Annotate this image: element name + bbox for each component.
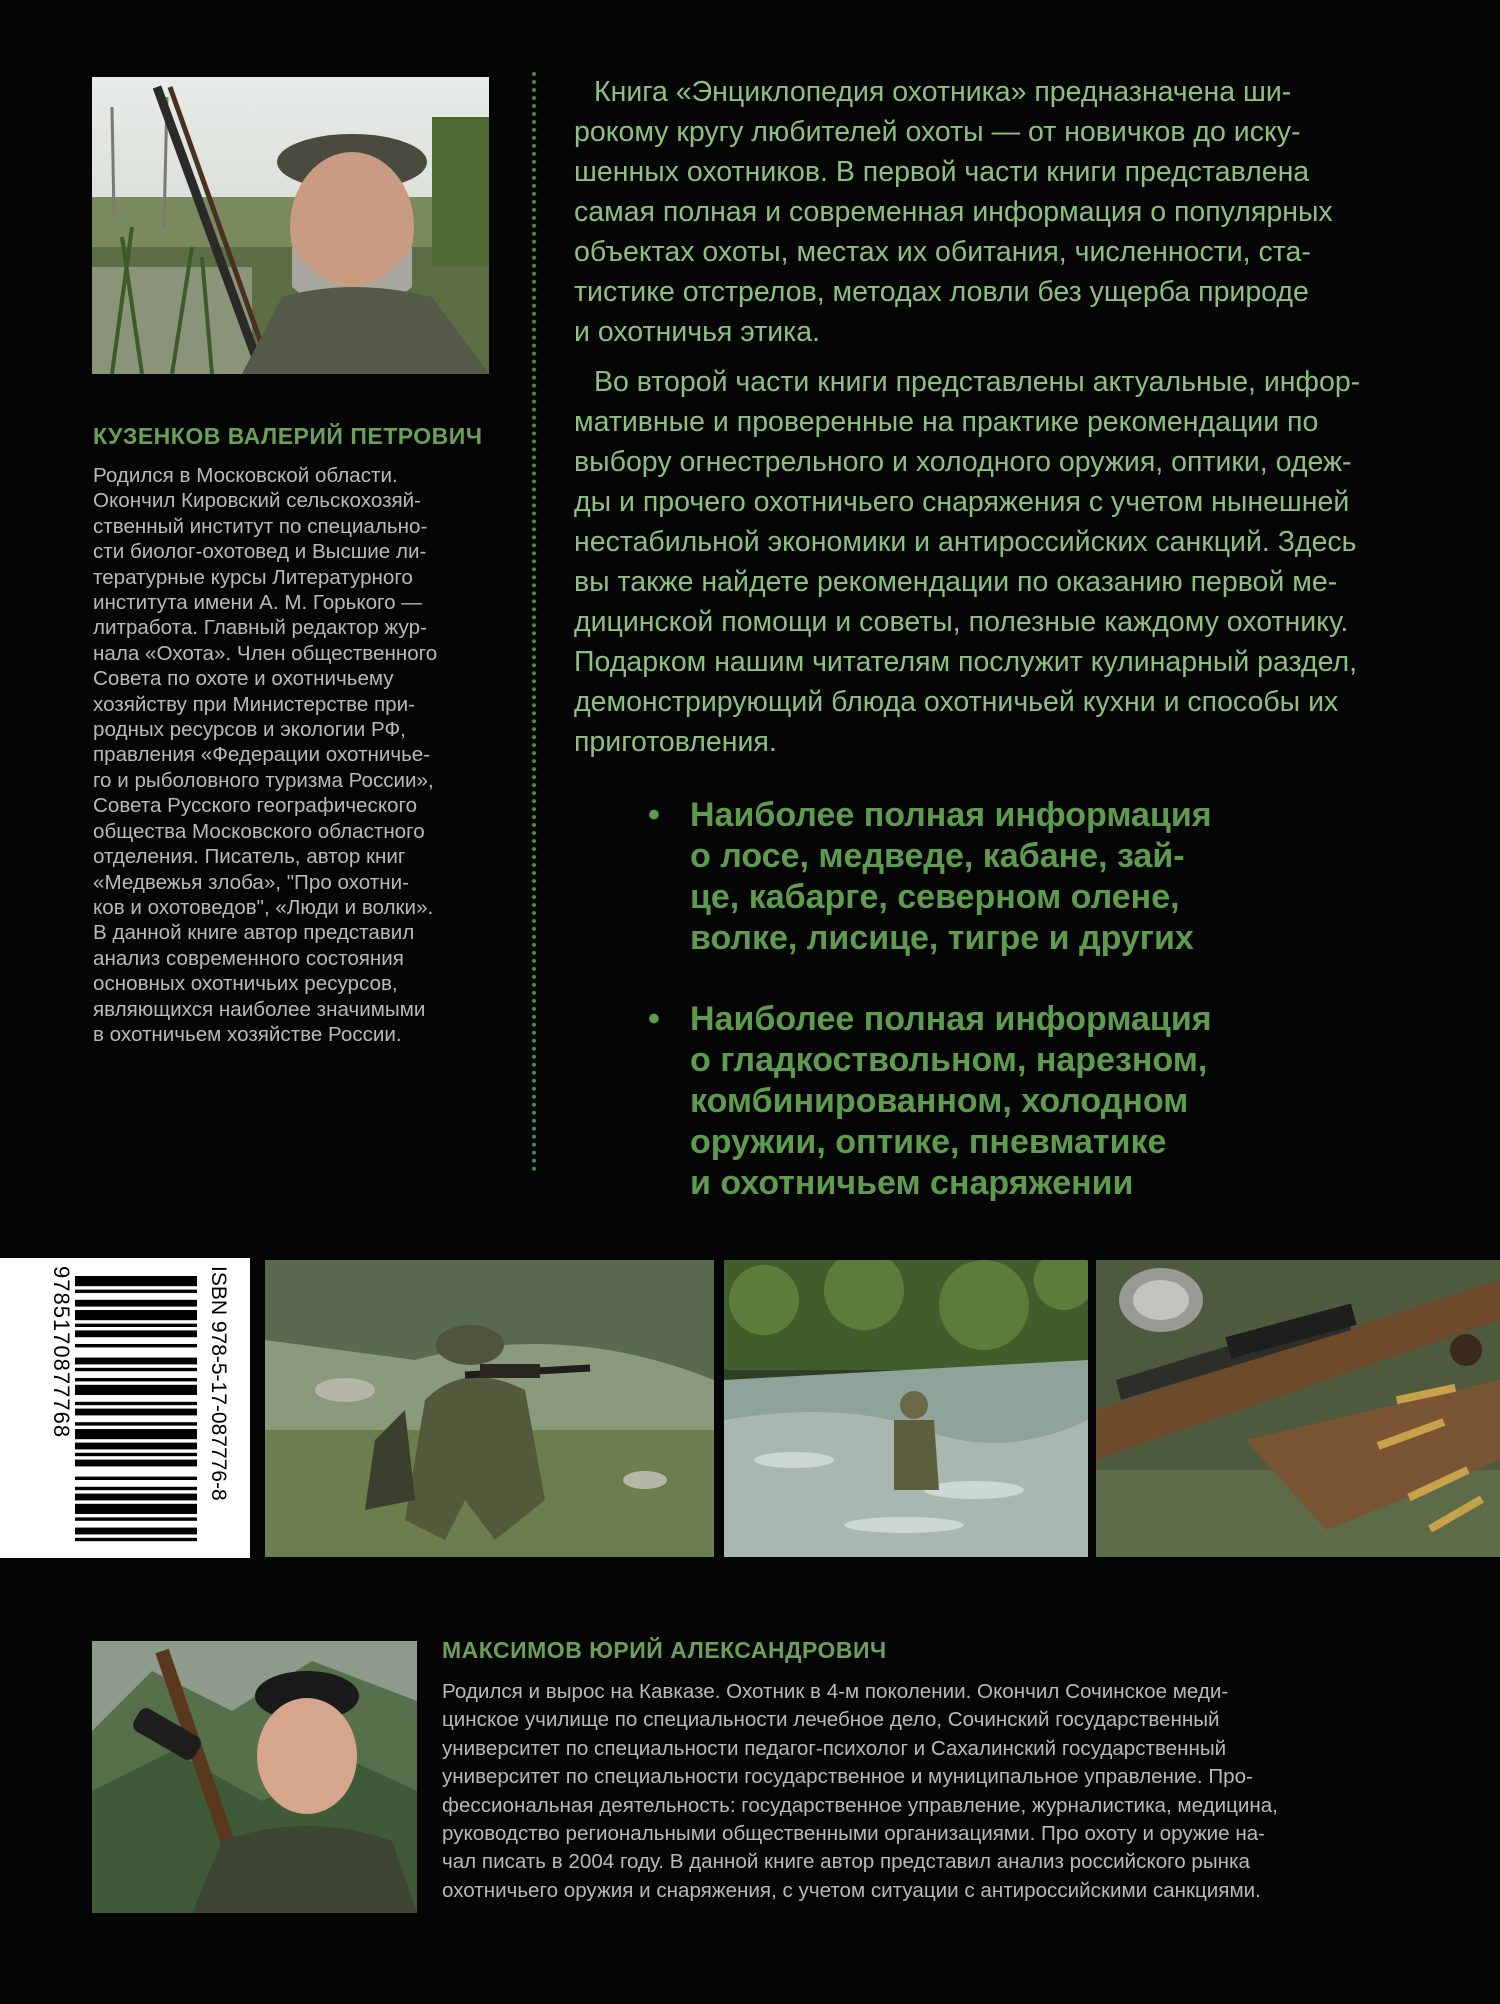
bio-line: «Медвежья злоба», "Про охотни- (93, 870, 409, 894)
bio-line: анализ современного состояния (93, 946, 404, 970)
barcode-bars (75, 1276, 197, 1541)
photo-hunter-aiming (265, 1260, 714, 1557)
bio-line: являющихся наиболее значимыми (93, 997, 426, 1021)
bullet-icon: • (648, 796, 660, 834)
barcode-bar (75, 1385, 197, 1395)
barcode-bar (75, 1453, 197, 1456)
bio-line: хозяйству при Министерстве при- (93, 692, 415, 716)
description-line: Книга «Энциклопедия охотника» предназначена ши- (594, 76, 1292, 108)
barcode-bar (75, 1504, 197, 1514)
description-line: и охотничья этика. (574, 316, 821, 348)
barcode-bar (75, 1344, 197, 1347)
description-paragraph-1 (574, 72, 1404, 352)
feature-item-wildlife (648, 795, 1410, 959)
bio-line: нала «Охота». Член общественного (93, 641, 438, 665)
barcode-bar (75, 1290, 197, 1293)
description-line: рокому кругу любителей охоты — от новичков до иску- (574, 116, 1301, 148)
barcode-bar (75, 1487, 197, 1490)
bio-line: Родился в Московской области. (93, 464, 398, 487)
bio-line: руководство региональными общественными организациями. Про охоту и оружие на- (442, 1822, 1266, 1846)
barcode-bar (75, 1494, 197, 1501)
description-line: шенных охотников. В первой части книги представлена (574, 156, 1310, 188)
author1-name: КУЗЕНКОВ ВАЛЕРИЙ ПЕТРОВИЧ (93, 423, 483, 449)
bio-line: Родился и вырос на Кавказе. Охотник в 4-м поколении. Окончил Сочинское меди- (442, 1680, 1229, 1703)
feature-line: оружии, оптике, пневматике (690, 1123, 1167, 1161)
description-line: самая полная и современная информация о популярных (574, 196, 1333, 228)
description-line: демонстрирующий блюда охотничьей кухни и способы их (574, 686, 1339, 718)
feature-item-weapons (648, 999, 1410, 1204)
barcode-bar (75, 1477, 197, 1480)
author2-bio (442, 1678, 1278, 1905)
bio-line: В данной книге автор представил (93, 921, 415, 945)
bullet-icon: • (648, 1000, 660, 1038)
barcode-bar (75, 1358, 197, 1365)
bio-line: литработа. Главный редактор жур- (93, 616, 427, 640)
barcode-bar (75, 1538, 197, 1541)
bio-line: правления «Федерации охотничье- (93, 743, 431, 767)
barcode-bar (75, 1378, 197, 1381)
photo-river-crossing (724, 1260, 1088, 1557)
author2-name: МАКСИМОВ ЮРИЙ АЛЕКСАНДРОВИЧ (442, 1637, 887, 1663)
barcode-bar (75, 1330, 197, 1337)
barcode-bar (75, 1409, 197, 1416)
bio-line: сти биолог-охотовед и Высшие ли- (93, 540, 427, 564)
description-line: дицинской помощи и советы, полезные каждому охотнику. (574, 606, 1349, 638)
bio-line: родных ресурсов и экологии РФ, (93, 718, 406, 742)
description-line: объектах охоты, местах их обитания, численности, ста- (574, 236, 1311, 268)
bio-line: охотничьего оружия и снаряжения, с учетом ситуации с антироссийскими санкциями. (442, 1878, 1261, 1902)
bio-line: основных охотничьих ресурсов, (93, 972, 398, 996)
feature-line: о гладкоствольном, нарезном, (690, 1041, 1208, 1079)
bio-line: Совета Русского географического (93, 794, 418, 818)
feature-line: це, кабарге, северном олене, (690, 878, 1180, 916)
author1-bio (93, 463, 437, 1047)
description-line: приготовления. (574, 726, 777, 758)
barcode-bar (75, 1276, 197, 1286)
bio-line: ков и охотоведов", «Люди и волки». (93, 895, 434, 919)
description-line: нестабильной экономики и антироссийских санкций. Здесь (574, 526, 1357, 558)
bio-line: го и рыболовного туризма России», (93, 768, 434, 792)
bio-line: отделения. Писатель, автор книг (93, 845, 406, 869)
bio-line: Совета по охоте и охотничьему (93, 667, 394, 691)
barcode-bar (75, 1460, 197, 1467)
bio-line: тературные курсы Литературного (93, 565, 413, 589)
photo-rifle-ammo (1096, 1260, 1500, 1557)
bio-line: университет по специальности государственное и муниципальное управление. Про- (442, 1765, 1253, 1789)
bio-line: чал писать в 2004 году. В данной книге автор представил анализ российского рынка (442, 1850, 1250, 1874)
feature-line: Наиболее полная информация (690, 1000, 1212, 1038)
author2-photo (92, 1641, 417, 1913)
description-line: тистике отстрелов, методах ловли без ущерба природе (574, 276, 1309, 308)
bio-line: в охотничьем хозяйстве России. (93, 1022, 402, 1046)
feature-line: и охотничьем снаряжении (690, 1164, 1134, 1202)
barcode-bar (75, 1517, 197, 1520)
bio-line: института имени А. М. Горького — (93, 591, 422, 615)
description-line: ды и прочего охотничьего снаряжения с учетом нынешней (574, 486, 1350, 518)
barcode-bar (75, 1443, 197, 1450)
barcode-bar (75, 1368, 197, 1371)
barcode-digits: 9785170877768 (49, 1266, 74, 1439)
feature-line: Наиболее полная информация (690, 796, 1212, 834)
bio-line: общества Московского областного (93, 819, 425, 843)
feature-line: комбинированном, холодном (690, 1082, 1189, 1120)
isbn-text: ISBN 978-5-17-087776-8 (207, 1266, 230, 1501)
barcode-bar (75, 1300, 197, 1307)
dotted-divider (532, 72, 536, 1172)
description-line: Подарком нашим читателям послужит кулинарный раздел, (574, 646, 1358, 678)
bio-line: ственный институт по специально- (93, 514, 428, 538)
author1-photo (92, 77, 489, 374)
barcode-bar (75, 1324, 197, 1327)
bio-line: Окончил Кировский сельскохозяй- (93, 489, 422, 513)
barcode-bar (75, 1429, 197, 1439)
bio-line: университет по специальности педагог-психолог и Сахалинский государственный (442, 1736, 1227, 1760)
barcode-bar (75, 1310, 197, 1320)
barcode-bar (75, 1402, 197, 1405)
bio-line: фессиональная деятельность: государственное управление, журналистика, медицина, (442, 1793, 1278, 1817)
feature-line: волке, лисице, тигре и других (690, 919, 1194, 957)
book-description (574, 72, 1404, 772)
description-line: выбору огнестрельного и холодного оружия, оптики, одеж- (574, 446, 1352, 478)
bio-line: цинское училище по специальности лечебное дело, Сочинский государственный (442, 1708, 1220, 1732)
description-line: мативные и проверенные на практике рекомендации по (574, 406, 1319, 438)
description-paragraph-2 (574, 362, 1404, 762)
description-line: вы также найдете рекомендации по оказанию первой ме- (574, 566, 1338, 598)
barcode-bar (75, 1528, 197, 1535)
barcode (0, 1258, 250, 1558)
feature-line: о лосе, медведе, кабане, зай- (690, 837, 1185, 875)
barcode-bar (75, 1422, 197, 1425)
description-line: Во второй части книги представлены актуальные, инфор- (594, 366, 1361, 398)
